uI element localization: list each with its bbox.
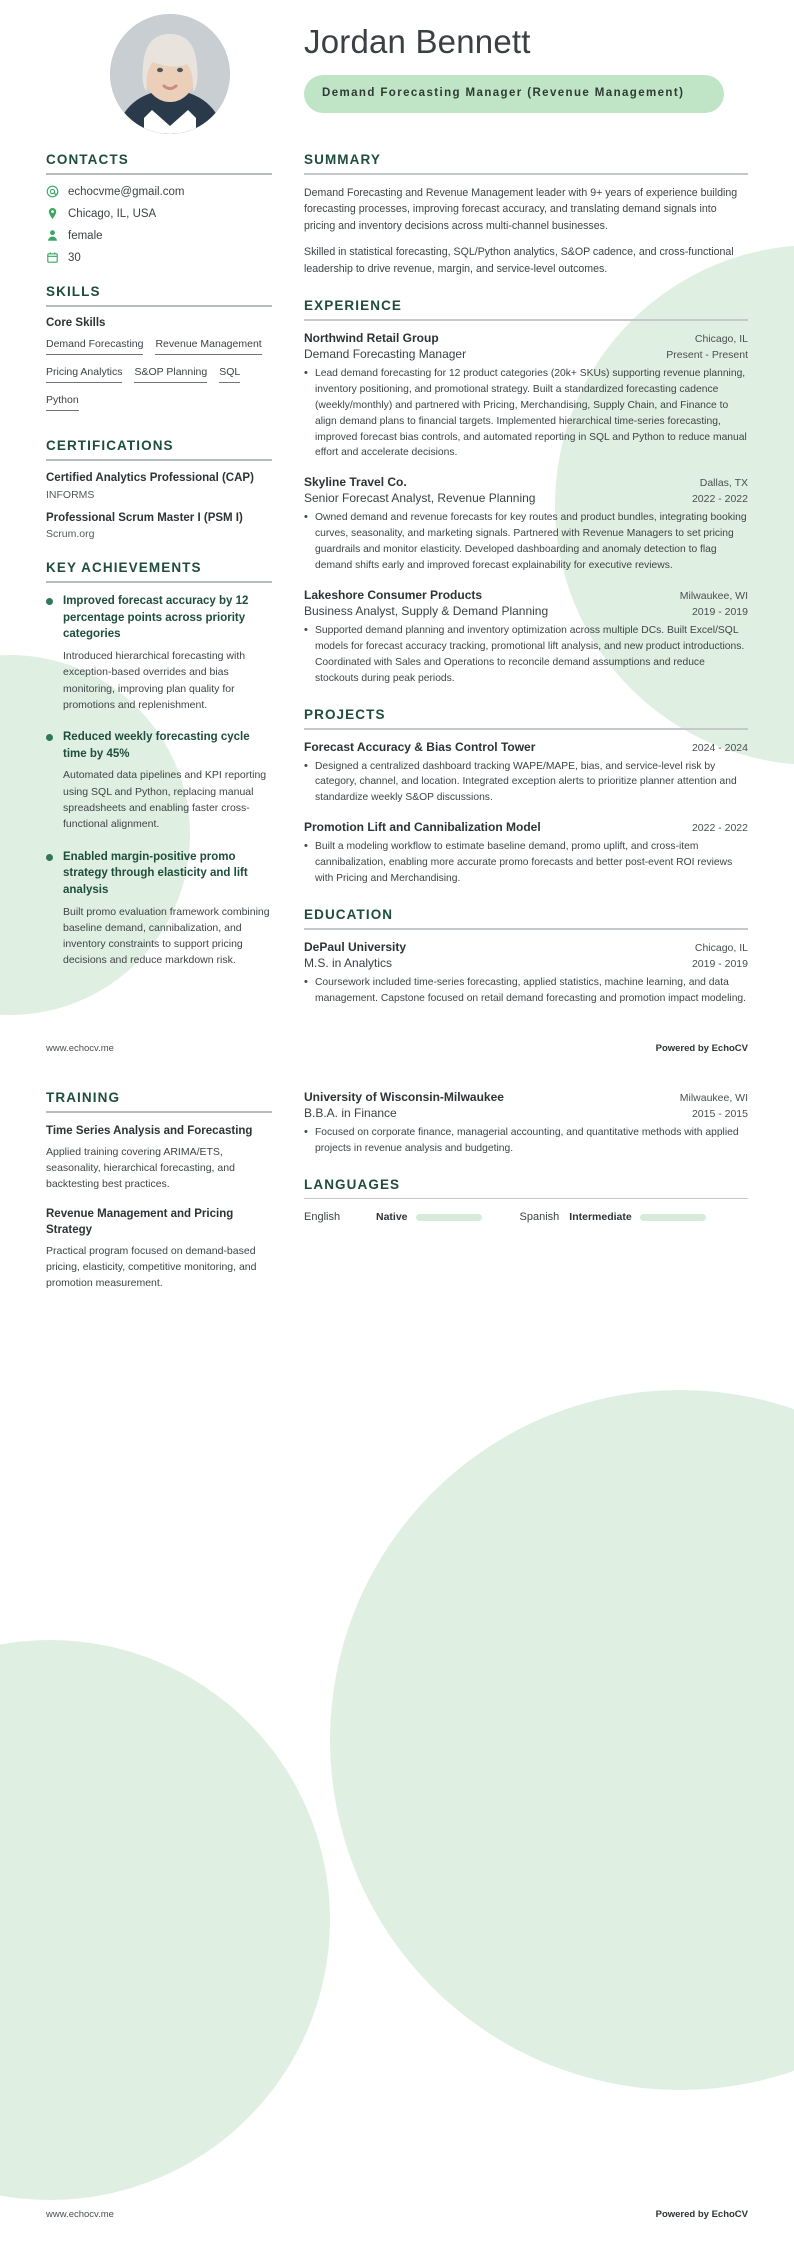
skill-tag: Python [46, 394, 79, 411]
section-divider [46, 1111, 272, 1113]
language-level-group [569, 1211, 705, 1223]
experience-dates: 2019 - 2019 [691, 606, 748, 619]
section-education [304, 907, 748, 1006]
bullet-dot-icon [46, 598, 53, 605]
section-experience [304, 298, 748, 687]
certification-name: Certified Analytics Professional (CAP) [46, 472, 254, 484]
section-heading-languages: LANGUAGES [304, 1176, 401, 1192]
bullet-item: • Owned demand and revenue forecasts for key routes and product bundles, integrating booking curves, seasonality, and marketing signals. Partnered with Revenue Managers to set pricing guardrails and monitor elasticity. Developed dashboarding and anomaly detection to flag demand shifts early and improved forecast explainability for executive reviews. [304, 510, 748, 574]
language-level-group [376, 1211, 482, 1223]
bullet-dot-icon [46, 734, 53, 741]
education-entry [304, 940, 748, 1007]
contact-value-age: 30 [68, 251, 81, 264]
certification-item [46, 471, 272, 501]
section-summary [304, 152, 748, 278]
certification-org: INFORMS [46, 488, 95, 501]
experience-entry [304, 475, 748, 574]
achievement-item [46, 729, 272, 832]
bullet-dot-icon [46, 854, 53, 861]
language-list [304, 1211, 748, 1223]
education-location: Milwaukee, WI [679, 1091, 748, 1104]
skill-tag-list [46, 338, 272, 418]
education-location: Chicago, IL [694, 941, 748, 954]
training-description: Applied training covering ARIMA/ETS, seasonality, hierarchical forecasting, and backtesting best practices. [46, 1145, 235, 1191]
section-key-achievements [46, 560, 272, 969]
experience-org: Skyline Travel Co. [304, 475, 407, 490]
summary-paragraph: Skilled in statistical forecasting, SQL/Python analytics, S&OP cadence, and cross-functional leadership to drive revenue, margin, and service-level outcomes. [304, 246, 734, 276]
section-heading-contacts: CONTACTS [46, 152, 129, 167]
footer-website[interactable]: www.echocv.me [46, 2209, 114, 2220]
experience-bullets [304, 510, 748, 574]
avatar-container [46, 0, 294, 134]
footer-powered-by: Powered by EchoCV [655, 2209, 748, 2220]
project-name: Forecast Accuracy & Bias Control Tower [304, 739, 536, 754]
experience-location: Dallas, TX [699, 477, 748, 490]
job-title-badge: Demand Forecasting Manager (Revenue Management) [304, 75, 724, 113]
achievement-title: Enabled margin-positive promo strategy through elasticity and lift analysis [63, 850, 248, 896]
resume-sheet [0, 0, 794, 1021]
education-degree: M.S. in Analytics [304, 955, 393, 970]
experience-bullets [304, 623, 748, 687]
skill-tag: S&OP Planning [134, 366, 207, 383]
section-divider [304, 319, 748, 321]
skill-tag: Demand Forecasting [46, 338, 143, 355]
language-proficiency-bar [416, 1214, 482, 1221]
project-bullets [304, 759, 748, 807]
footer-website[interactable]: www.echocv.me [46, 1042, 114, 1054]
section-divider [304, 1198, 748, 1200]
achievement-description: Built promo evaluation framework combining baseline demand, cannibalization, and inventory constraints to support pricing decisions and reduce markdown risk. [63, 905, 270, 967]
bullet-item: • Lead demand forecasting for 12 product categories (20k+ SKUs) supporting revenue planning, inventory positioning, and promotional strategy. Built a standardized forecasting cadence (weekly/monthly) and partnered with Pricing, Merchandising, Supply Chain, and Finance to align demand plans to financial targets. Implemented hierarchical time-series forecasting, improved forecast bias controls, and automated reporting in SQL and Python to reduce manual effort and accelerate decisions. [304, 366, 748, 462]
experience-role: Senior Forecast Analyst, Revenue Planning [304, 491, 536, 506]
education-org: University of Wisconsin-Milwaukee [304, 1089, 504, 1104]
education-dates: 2019 - 2019 [691, 957, 748, 970]
decorative-blob [330, 1390, 794, 2090]
page-footer-bottom [0, 2209, 794, 2220]
achievement-title: Improved forecast accuracy by 12 percentage points across priority categories [63, 595, 249, 641]
resume-header [46, 0, 748, 134]
experience-bullets [304, 366, 748, 462]
training-description: Practical program focused on demand-based pricing, elasticity, competitive monitoring, and promotion measurement. [46, 1244, 257, 1290]
experience-entry [304, 331, 748, 462]
main-content [294, 152, 748, 1021]
skill-tag: Pricing Analytics [46, 366, 122, 383]
section-skills [46, 284, 272, 418]
contact-item-age[interactable] [46, 251, 272, 264]
training-name: Revenue Management and Pricing Strategy [46, 1207, 234, 1236]
section-divider [46, 305, 272, 307]
page-title: Jordan Bennett [304, 23, 531, 60]
section-projects [304, 707, 748, 887]
bullet-item: • Built a modeling workflow to estimate baseline demand, promo uplift, and cross-item cannibalization, enabling more accurate promo forecasts and better post-event ROI reviews with Pricing and Merchandising. [304, 839, 748, 887]
section-divider [304, 728, 748, 730]
section-certifications [46, 438, 272, 540]
section-heading-projects: PROJECTS [304, 707, 386, 723]
contact-value-gender: female [68, 229, 103, 242]
section-divider [46, 581, 272, 583]
skill-tag: SQL [219, 366, 240, 383]
skill-group-label: Core Skills [46, 317, 106, 329]
achievement-item [46, 593, 272, 713]
person-icon [46, 229, 59, 242]
section-contacts [46, 152, 272, 264]
achievement-item [46, 849, 272, 969]
project-entry [304, 820, 748, 887]
footer-powered-by: Powered by EchoCV [655, 1042, 748, 1054]
section-heading-skills: SKILLS [46, 284, 101, 299]
section-training [46, 1090, 272, 1292]
section-heading-training: TRAINING [46, 1089, 121, 1105]
language-name: English [304, 1211, 341, 1224]
education-org: DePaul University [304, 939, 407, 954]
decorative-blob [0, 1640, 330, 2200]
project-dates: 2022 - 2022 [691, 822, 748, 835]
education-bullets [304, 1125, 748, 1157]
page-break [0, 1054, 794, 1090]
main-content-continued [294, 1090, 748, 1223]
experience-role: Demand Forecasting Manager [304, 346, 467, 361]
language-level: Intermediate [569, 1211, 632, 1224]
project-bullets [304, 839, 748, 887]
certification-item [46, 511, 272, 541]
project-dates: 2024 - 2024 [691, 741, 748, 754]
education-bullets [304, 975, 748, 1007]
skill-tag: Revenue Management [155, 338, 261, 355]
name-title-block [294, 0, 748, 113]
sidebar [46, 152, 294, 985]
resume-sheet-continued [0, 1090, 794, 1305]
education-entry [304, 1090, 748, 1157]
language-proficiency-bar [640, 1214, 706, 1221]
section-heading-certifications: CERTIFICATIONS [46, 438, 174, 453]
experience-location: Milwaukee, WI [679, 590, 748, 603]
bullet-item: • Coursework included time-series forecasting, applied statistics, machine learning, and data management. Capstone focused on retail demand forecasting and promotion impact modeling. [304, 975, 748, 1007]
contact-item-email[interactable] [46, 185, 272, 198]
sidebar-continued [46, 1090, 294, 1305]
section-languages [304, 1177, 748, 1224]
project-name: Promotion Lift and Cannibalization Model [304, 820, 541, 835]
experience-dates: 2022 - 2022 [691, 493, 748, 506]
achievement-description: Introduced hierarchical forecasting with exception-based overrides and bias monitoring, improving plan quality for promotions and replenishment. [63, 650, 246, 711]
achievement-title: Reduced weekly forecasting cycle time by 45% [63, 731, 250, 760]
project-entry [304, 740, 748, 807]
section-divider [46, 459, 272, 461]
summary-paragraph: Demand Forecasting and Revenue Management leader with 9+ years of experience building forecasting processes, improving forecast accuracy, and translating demand signals into pricing and inventory decisions across multi-channel businesses. [304, 186, 738, 233]
section-divider [304, 173, 748, 175]
education-dates: 2015 - 2015 [691, 1107, 748, 1120]
section-heading-experience: EXPERIENCE [304, 298, 403, 314]
contact-value-email: echocvme@gmail.com [68, 185, 185, 198]
section-divider [304, 928, 748, 930]
section-heading-summary: SUMMARY [304, 152, 381, 167]
experience-org: Lakeshore Consumer Products [304, 588, 483, 603]
certification-name: Professional Scrum Master I (PSM I) [46, 511, 243, 524]
bullet-item: • Designed a centralized dashboard tracking WAPE/MAPE, bias, and service-level risk by category, channel, and location. Integrated exception alerts to prioritize planner attention and standardize weekly S&OP discussions. [304, 759, 748, 807]
section-heading-education: EDUCATION [304, 907, 394, 923]
location-pin-icon [46, 207, 59, 220]
avatar [110, 14, 230, 134]
experience-role: Business Analyst, Supply & Demand Planning [304, 604, 549, 619]
contact-value-location: Chicago, IL, USA [68, 207, 157, 220]
education-degree: B.B.A. in Finance [304, 1105, 397, 1120]
experience-entry [304, 588, 748, 687]
section-divider [46, 173, 272, 175]
calendar-icon [46, 251, 59, 264]
bullet-item: • Focused on corporate finance, managerial accounting, and quantitative methods with applied projects in revenue analysis and budgeting. [304, 1125, 748, 1157]
page-footer [0, 1043, 794, 1054]
certification-org: Scrum.org [46, 528, 95, 541]
training-name: Time Series Analysis and Forecasting [46, 1124, 253, 1137]
experience-location: Chicago, IL [694, 332, 748, 345]
bullet-item: • Supported demand planning and inventory optimization across multiple DCs. Built Excel/SQL models for forecast accuracy tracking, promotional lift analysis, and new product introductions. Coordinated with Sales and Operations to reconcile demand assumptions and reduce stockouts during peak periods. [304, 623, 748, 687]
contact-item-gender[interactable] [46, 229, 272, 242]
language-level: Native [376, 1211, 408, 1224]
language-name: Spanish [519, 1211, 560, 1224]
training-item [46, 1123, 272, 1193]
experience-org: Northwind Retail Group [304, 330, 439, 345]
contact-item-location[interactable] [46, 207, 272, 220]
section-heading-key-achievements: KEY ACHIEVEMENTS [46, 560, 202, 576]
email-icon [46, 185, 59, 198]
training-item [46, 1206, 272, 1292]
experience-dates: Present - Present [666, 348, 748, 361]
achievement-description: Automated data pipelines and KPI reporting using SQL and Python, replacing manual spreadsheets and enabling faster cross-functional alignment. [63, 769, 267, 831]
